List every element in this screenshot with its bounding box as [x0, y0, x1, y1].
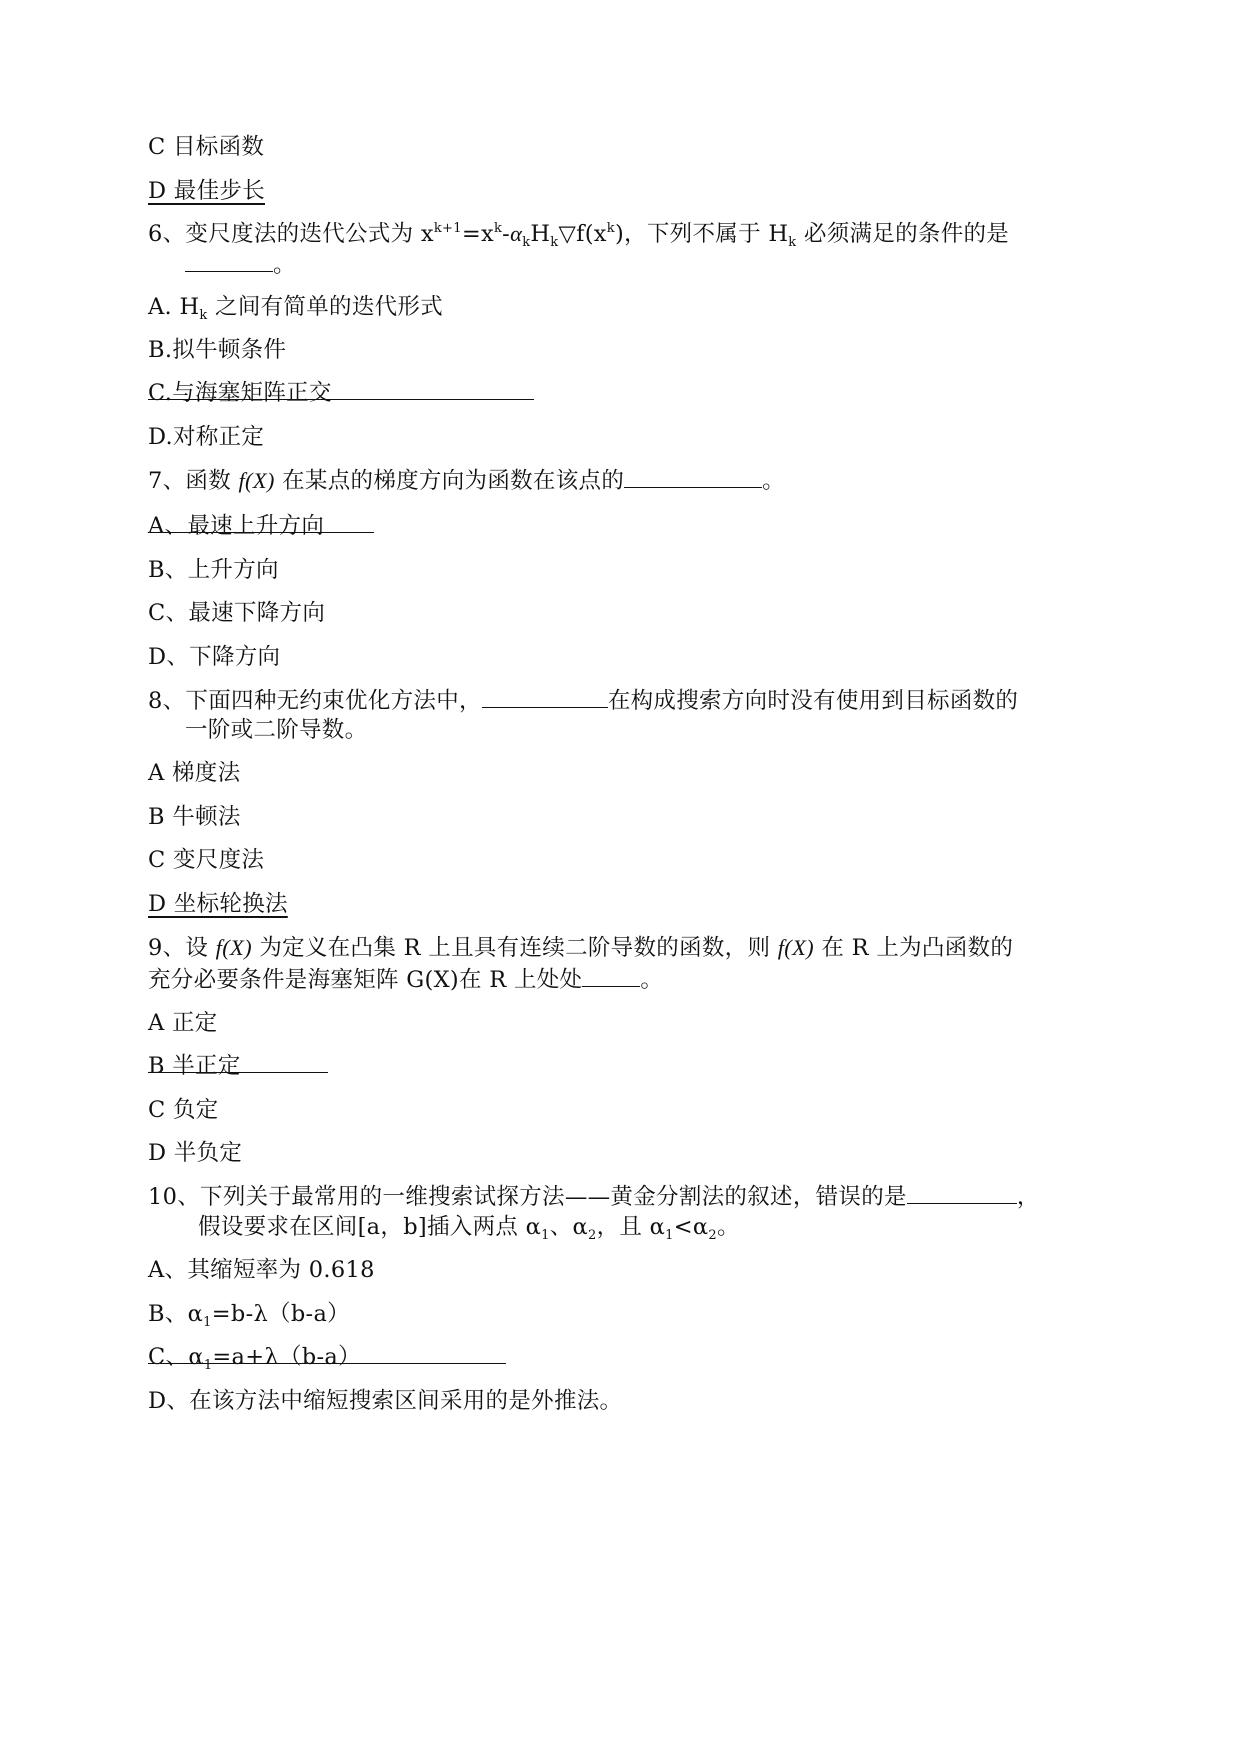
q10-option-d: D、在该方法中缩短搜索区间采用的是外推法。	[148, 1388, 623, 1414]
answer-underline	[148, 1050, 328, 1073]
answer-blank	[907, 1181, 1017, 1204]
q7-option-d: D、下降方向	[148, 644, 281, 670]
q7-option-a-answer: A、最速上升方向	[148, 510, 324, 542]
q9-option-a: A 正定	[148, 1010, 218, 1036]
q8-option-d-answer: D 坐标轮换法	[148, 891, 288, 917]
q7-option-b: B、上升方向	[148, 557, 279, 583]
q8-option-a: A 梯度法	[148, 760, 241, 786]
q7-option-c: C、最速下降方向	[148, 600, 326, 626]
answer-blank	[624, 465, 762, 488]
question-8-continued: 一阶或二阶导数。	[185, 717, 368, 743]
answer-blank	[185, 249, 273, 272]
question-10-continued: 假设要求在区间[a，b]插入两点 $\alpha_1$、$\alpha_2$，且 $\alpha_1<\alpha_2$。	[198, 1214, 740, 1243]
q6-option-b: B.拟牛顿条件	[148, 337, 287, 363]
question-10: 10、下列关于最常用的一维搜索试探方法——黄金分割法的叙述，错误的是 ，	[148, 1181, 1040, 1213]
question-6: 6、变尺度法的迭代公式为 $x^{k+1}=x^k-\alpha_kH_k▽f(x^k)$，下列不属于 $H_k$ 必须满足的条件的是	[148, 221, 1010, 250]
option-d-optimal-step-answer: D 最佳步长	[148, 178, 265, 204]
question-6-blank-line: 。	[185, 249, 296, 281]
option-c-objective-function: C 目标函数	[148, 134, 265, 160]
q8-option-b: B 牛顿法	[148, 804, 241, 830]
question-7: 7、函数 f(X) 在某点的梯度方向为函数在该点的 。	[148, 465, 785, 497]
question-9-continued: 充分必要条件是海塞矩阵 G(X)在 R 上处处 。	[148, 964, 663, 996]
q6-option-a: A. $H_k$ 之间有简单的迭代形式	[148, 294, 444, 323]
answer-underline	[148, 1341, 506, 1364]
q10-option-b: B、$\alpha_1=b-\lambda(b-a)$	[148, 1301, 350, 1330]
answer-underline	[148, 377, 534, 400]
q10-option-c-answer: C、$\alpha_1=a+\lambda(b-a)$	[148, 1341, 361, 1373]
answer-underline	[148, 510, 374, 533]
q8-option-c: C 变尺度法	[148, 847, 265, 873]
answer-blank	[582, 964, 640, 987]
question-9: 9、设 f(X) 为定义在凸集 R 上且具有连续二阶导数的函数，则 f(X) 在 R 上为凸函数的	[148, 935, 1014, 961]
q10-option-a: A、其缩短率为 0.618	[148, 1257, 375, 1283]
q6-option-c-answer: C.与海塞矩阵正交	[148, 377, 332, 409]
q9-option-d: D 半负定	[148, 1140, 243, 1166]
answer-blank	[482, 685, 608, 708]
q6-option-d: D.对称正定	[148, 424, 265, 450]
q9-option-b-answer: B 半正定	[148, 1050, 241, 1082]
question-8: 8、下面四种无约束优化方法中， 在构成搜索方向时没有使用到目标函数的	[148, 685, 1018, 717]
q9-option-c: C 负定	[148, 1097, 219, 1123]
